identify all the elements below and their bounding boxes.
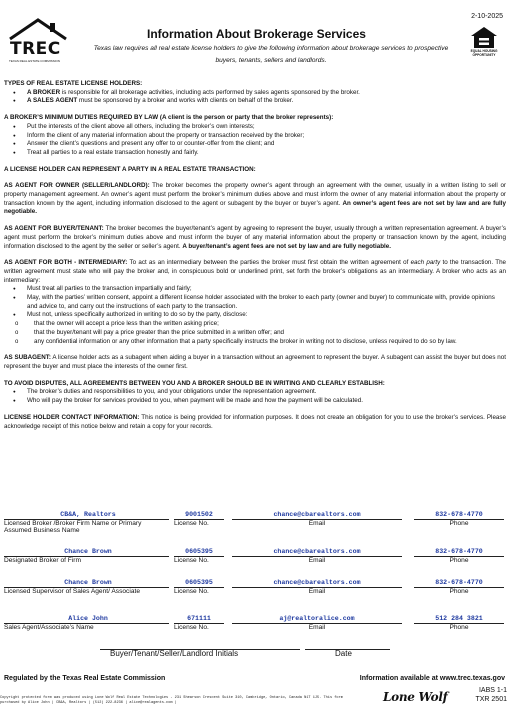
phone-label: Phone [449,520,469,527]
sub-list-item: o that the buyer/tenant will pay a price greater than the price submitted in a written offer; and [4,329,506,338]
disputes-heading: TO AVOID DISPUTES, ALL AGREEMENTS BETWEEN YOU AND A BROKER SHOULD BE IN WRITING AND CLEARLY ESTABLISH: [4,379,385,387]
page-title: Information About Brokerage Services [147,27,366,41]
logo-subtext: TEXAS REAL ESTATE COMMISSION [9,59,60,63]
agent-name-value[interactable]: Alice John [68,615,108,622]
list-item: ● May, with the parties’ written consent, appoint a different license holder associated with the broker to each party (owner and buyer) to communicate with, provide opinions and advice to, and carry out the instructions of each party to the transaction. [4,294,506,311]
supervisor-email-value[interactable]: chance@cbarealtors.com [273,579,361,586]
license-label: License No. [174,520,209,527]
designated-email-value[interactable]: chance@cbarealtors.com [273,548,361,555]
types-heading: TYPES OF REAL ESTATE LICENSE HOLDERS: [4,80,143,87]
email-label: Email [308,520,326,527]
sub-list-item: o that the owner will accept a price less than the written asking price; [4,320,506,329]
lone-wolf-logo: Lone Wolf [383,690,448,704]
supervisor-name-value[interactable]: Chance Brown [64,579,112,586]
supervisor-label: Licensed Supervisor of Sales Agent/ Associate [4,588,140,595]
list-item: ● Must not, unless specifically authorized in writing to do so by the party, disclose: [4,311,506,320]
email-label: Email [308,557,326,564]
list-item: ● Who will pay the broker for services provided to you, when payment will be made and how the payment will be calculated. [4,397,506,406]
agent-for-buyer: AS AGENT FOR BUYER/TENANT: The broker becomes the buyer/tenant’s agent by agreeing to represent the buyer, usually through a written representation agreement. A buyer’s agent must perform the broker’s minimum duties above and must inform the buyer of any material information about the property or transaction known by the agent, including information disclosed to the agent by the seller or seller’s agent. A buyer/tenant’s agent fees are not set by law and are fully negotiable. [4,225,506,250]
list-item: ● Treat all parties to a real estate transaction honestly and fairly. [4,149,506,158]
designated-broker-label: Designated Broker of Firm [4,557,81,564]
sub-list-item: o any confidential information or any other information that a party specifically instructs the broker in writing not to disclose, unless required to do so by law. [4,338,506,347]
email-label: Email [308,588,326,595]
list-item: ● The broker’s duties and responsibilities to you, and your obligations under the representation agreement. [4,388,506,397]
supervisor-phone-value[interactable]: 832-678-4770 [435,579,483,586]
initials-label: Buyer/Tenant/Seller/Landlord Initials [110,649,239,658]
agent-name-label: Sales Agent/Associate’s Name [4,624,94,631]
phone-label: Phone [449,557,469,564]
list-item: ● Must treat all parties to the transaction impartially and fairly; [4,285,506,294]
form-body [4,80,506,431]
agent-license-value[interactable]: 671111 [187,615,211,622]
form-id [475,686,507,704]
broker-name-label: Licensed Broker /Broker Firm Name or Primary Assumed Business Name [4,520,142,535]
duties-heading: A BROKER’S MINIMUM DUTIES REQUIRED BY LAW (A client is the person or party that the broker represents): [4,114,334,122]
phone-label: Phone [449,588,469,595]
trec-logo [6,17,70,71]
page-subtitle: Texas law requires all real estate license holders to give the following information about brokerage services to prospective buyers, tenants, sellers and landlords. [93,45,449,64]
designated-phone-value[interactable]: 832-678-4770 [435,548,483,555]
subagent: AS SUBAGENT: A license holder acts as a subagent when aiding a buyer in a transaction without an agreement to represent the buyer. A subagent can assist the buyer but does not represent the buyer and must place the interests of the owner first. [4,354,506,370]
license-label: License No. [174,557,209,564]
list-item: ● A SALES AGENT must be sponsored by a broker and works with clients on behalf of the broker. [4,97,506,106]
form-id-iabs: IABS 1-1 [478,687,507,694]
represent-heading: A LICENSE HOLDER CAN REPRESENT A PARTY IN A REAL ESTATE TRANSACTION: [4,165,256,173]
form-date: 2-10-2025 [471,13,503,20]
broker-email-value[interactable]: chance@cbarealtors.com [273,511,361,518]
license-label: License No. [174,588,209,595]
broker-name-value[interactable]: CB&A, Realtors [60,511,116,518]
supervisor-license-value[interactable]: 0605395 [185,579,213,586]
designated-license-value[interactable]: 0605395 [185,548,213,555]
agent-for-both: AS AGENT FOR BOTH - INTERMEDIARY: To act as an intermediary between the parties the broker must first obtain the written agreement of each party to the transaction. The written agreement must state who will pay the broker and, in conspicuous bold or underlined print, set forth the broker’s obligations as an intermediary. A broker who acts as an intermediary: [4,259,507,284]
equal-housing-label: EQUAL HOUSING OPPORTUNITY [470,49,498,57]
info-available: Information available at www.trec.texas.gov [359,675,505,682]
list-item: ● A BROKER is responsible for all brokerage activities, including acts performed by sales agents sponsored by the broker. [4,89,506,98]
broker-license-value[interactable]: 9001502 [185,511,213,518]
phone-label: Phone [449,624,469,631]
date-label: Date [335,649,352,658]
designated-broker-value[interactable]: Chance Brown [64,548,112,555]
copyright-fine-print: Copyright protected form was produced using Lone Wolf Real Estate Technologies - 231 Shearson Crescent Suite 310, Cambridge, Ontario, Canada N1T 1J5. This form purchased by Alice John | CB&A, Realtors | (512) 222-8236 | alice@realagents.com | [0,696,343,705]
list-item: ● Inform the client of any material information about the property or transaction received by the broker; [4,132,506,141]
license-label: License No. [174,624,209,631]
list-item: ● Put the interests of the client above all others, including the broker’s own interests; [4,123,506,132]
list-item: ● Answer the client’s questions and present any offer to or counter-offer from the client; and [4,140,506,149]
agent-email-value[interactable]: aj@realtoralice.com [279,615,355,622]
regulated-by: Regulated by the Texas Real Estate Commission [4,675,166,682]
agent-for-owner: AS AGENT FOR OWNER (SELLER/LANDLORD): The broker becomes the property owner’s agent through an agreement with the owner, usually in a written listing to sell or property management agreement. An owner’s agent must perform the broker’s minimum duties above and must inform the owner of any material information about the property or transaction known by the agent, including information disclosed to the agent or subagent by the buyer or buyer’s agent. An owner’s agent fees are not set by law and are fully negotiable. [4,182,507,216]
email-label: Email [308,624,326,631]
broker-phone-value[interactable]: 832-678-4770 [435,511,483,518]
agent-phone-value[interactable]: 512 284 3821 [435,615,483,622]
form-id-txr: TXR 2501 [475,696,507,703]
contact-info-notice: LICENSE HOLDER CONTACT INFORMATION: This notice is being provided for information purposes. It does not create an obligation for you to use the broker’s services. Please acknowledge receipt of this notice below and retain a copy for your records. [4,413,506,430]
logo-text: TREC [10,39,61,59]
